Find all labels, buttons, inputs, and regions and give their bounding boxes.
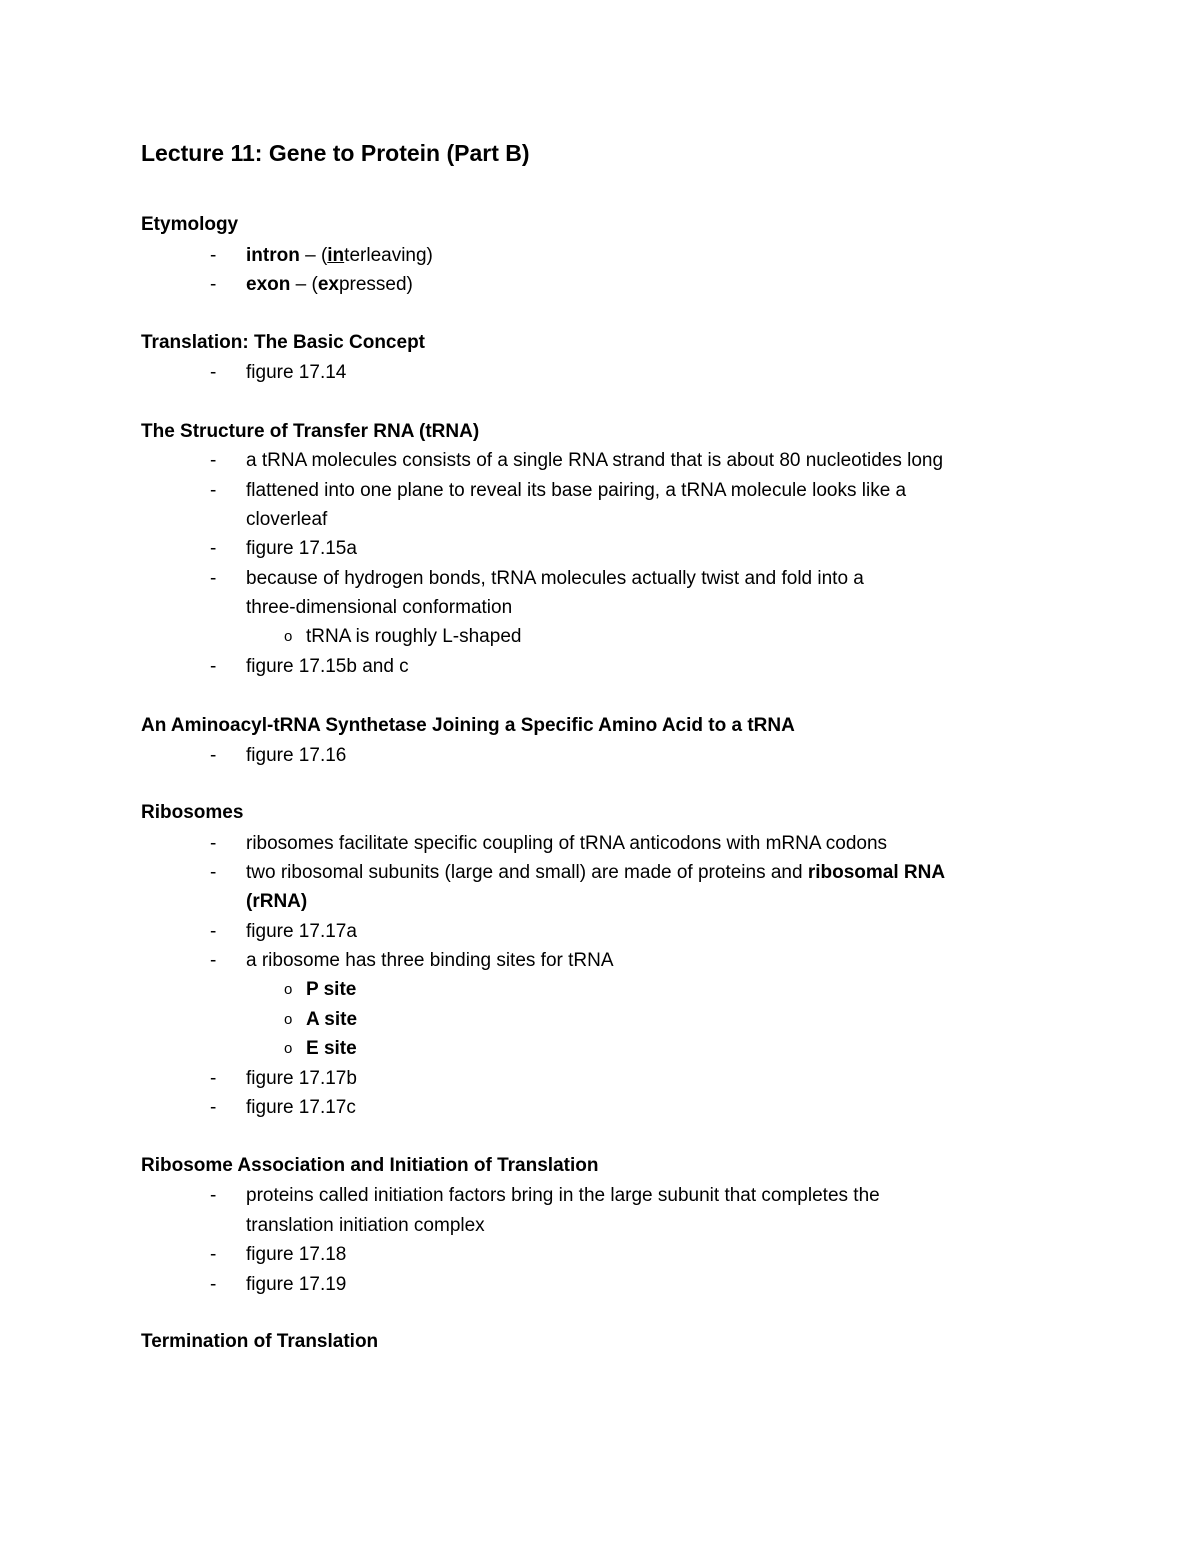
item-continuation: three-dimensional conformation: [246, 597, 513, 618]
dash-bullet: -: [210, 1274, 217, 1295]
item-text: figure 17.17a: [246, 921, 357, 942]
circle-bullet: o: [284, 981, 293, 998]
dash-bullet: -: [210, 480, 217, 501]
item-text: because of hydrogen bonds, tRNA molecules actually twist and fold into a: [246, 568, 864, 589]
rest-text: terleaving): [344, 245, 433, 266]
heading-basic-concept: Translation: The Basic Concept: [141, 332, 425, 353]
item-text: a ribosome has three binding sites for tRNA: [246, 950, 614, 971]
dash-bullet: -: [210, 362, 217, 383]
sub-item-text: P site: [306, 979, 357, 1000]
plain-text: two ribosomal subunits (large and small) are made of proteins and: [246, 862, 808, 883]
dash-bullet: -: [210, 950, 217, 971]
term-exon: exon: [246, 274, 291, 295]
dash-bullet: -: [210, 1097, 217, 1118]
circle-bullet: o: [284, 1040, 293, 1057]
dash-bullet: -: [210, 1185, 217, 1206]
heading-trna-structure: The Structure of Transfer RNA (tRNA): [141, 421, 480, 442]
separator: – (: [290, 274, 318, 295]
heading-ribosomes: Ribosomes: [141, 802, 244, 823]
heading-termination: Termination of Translation: [141, 1331, 379, 1352]
dash-bullet: -: [210, 450, 217, 471]
circle-bullet: o: [284, 1011, 293, 1028]
emphasis-in: in: [327, 245, 345, 266]
dash-bullet: -: [210, 568, 217, 589]
emphasis-ex: ex: [317, 274, 339, 295]
heading-etymology: Etymology: [141, 214, 239, 235]
item-text: flattened into one plane to reveal its base pairing, a tRNA molecule looks like a: [246, 480, 907, 501]
term-intron: intron: [246, 245, 300, 266]
item-continuation: translation initiation complex: [246, 1215, 485, 1236]
dash-bullet: -: [210, 745, 217, 766]
term-rrna: ribosomal RNA: [807, 862, 946, 883]
dash-bullet: -: [210, 862, 217, 883]
dash-bullet: -: [210, 921, 217, 942]
dash-bullet: -: [210, 833, 217, 854]
item-text: proteins called initiation factors bring in the large subunit that completes the: [246, 1185, 880, 1206]
item-text: [246, 270, 413, 300]
item-text: [246, 241, 433, 271]
heading-initiation: Ribosome Association and Initiation of Translation: [141, 1155, 599, 1176]
sub-item-text: E site: [306, 1038, 357, 1059]
item-text: figure 17.14: [246, 362, 347, 383]
dash-bullet: -: [210, 274, 217, 295]
sub-item-text: A site: [306, 1009, 358, 1030]
rest-text: pressed): [338, 274, 413, 295]
item-text: figure 17.15b and c: [246, 656, 409, 677]
dash-bullet: -: [210, 245, 217, 266]
separator: – (: [299, 245, 328, 266]
item-text: figure 17.18: [246, 1244, 347, 1265]
page-title: Lecture 11: Gene to Protein (Part B): [141, 140, 530, 166]
item-text: figure 17.17c: [246, 1097, 356, 1118]
item-text: figure 17.15a: [246, 538, 357, 559]
circle-bullet: o: [284, 628, 293, 645]
dash-bullet: -: [210, 1068, 217, 1089]
heading-synthetase: An Aminoacyl-tRNA Synthetase Joining a Specific Amino Acid to a tRNA: [141, 715, 795, 736]
dash-bullet: -: [210, 1244, 217, 1265]
item-text: figure 17.16: [246, 745, 347, 766]
dash-bullet: -: [210, 656, 217, 677]
item-continuation: cloverleaf: [246, 509, 328, 530]
dash-bullet: -: [210, 538, 217, 559]
item-text: figure 17.19: [246, 1274, 347, 1295]
item-text: a tRNA molecules consists of a single RNA strand that is about 80 nucleotides long: [246, 450, 944, 471]
item-text: figure 17.17b: [246, 1068, 357, 1089]
item-text: [246, 858, 945, 888]
sub-item-text: tRNA is roughly L-shaped: [306, 626, 522, 647]
item-continuation: (rRNA): [246, 891, 308, 912]
item-text: ribosomes facilitate specific coupling of tRNA anticodons with mRNA codons: [246, 833, 888, 854]
